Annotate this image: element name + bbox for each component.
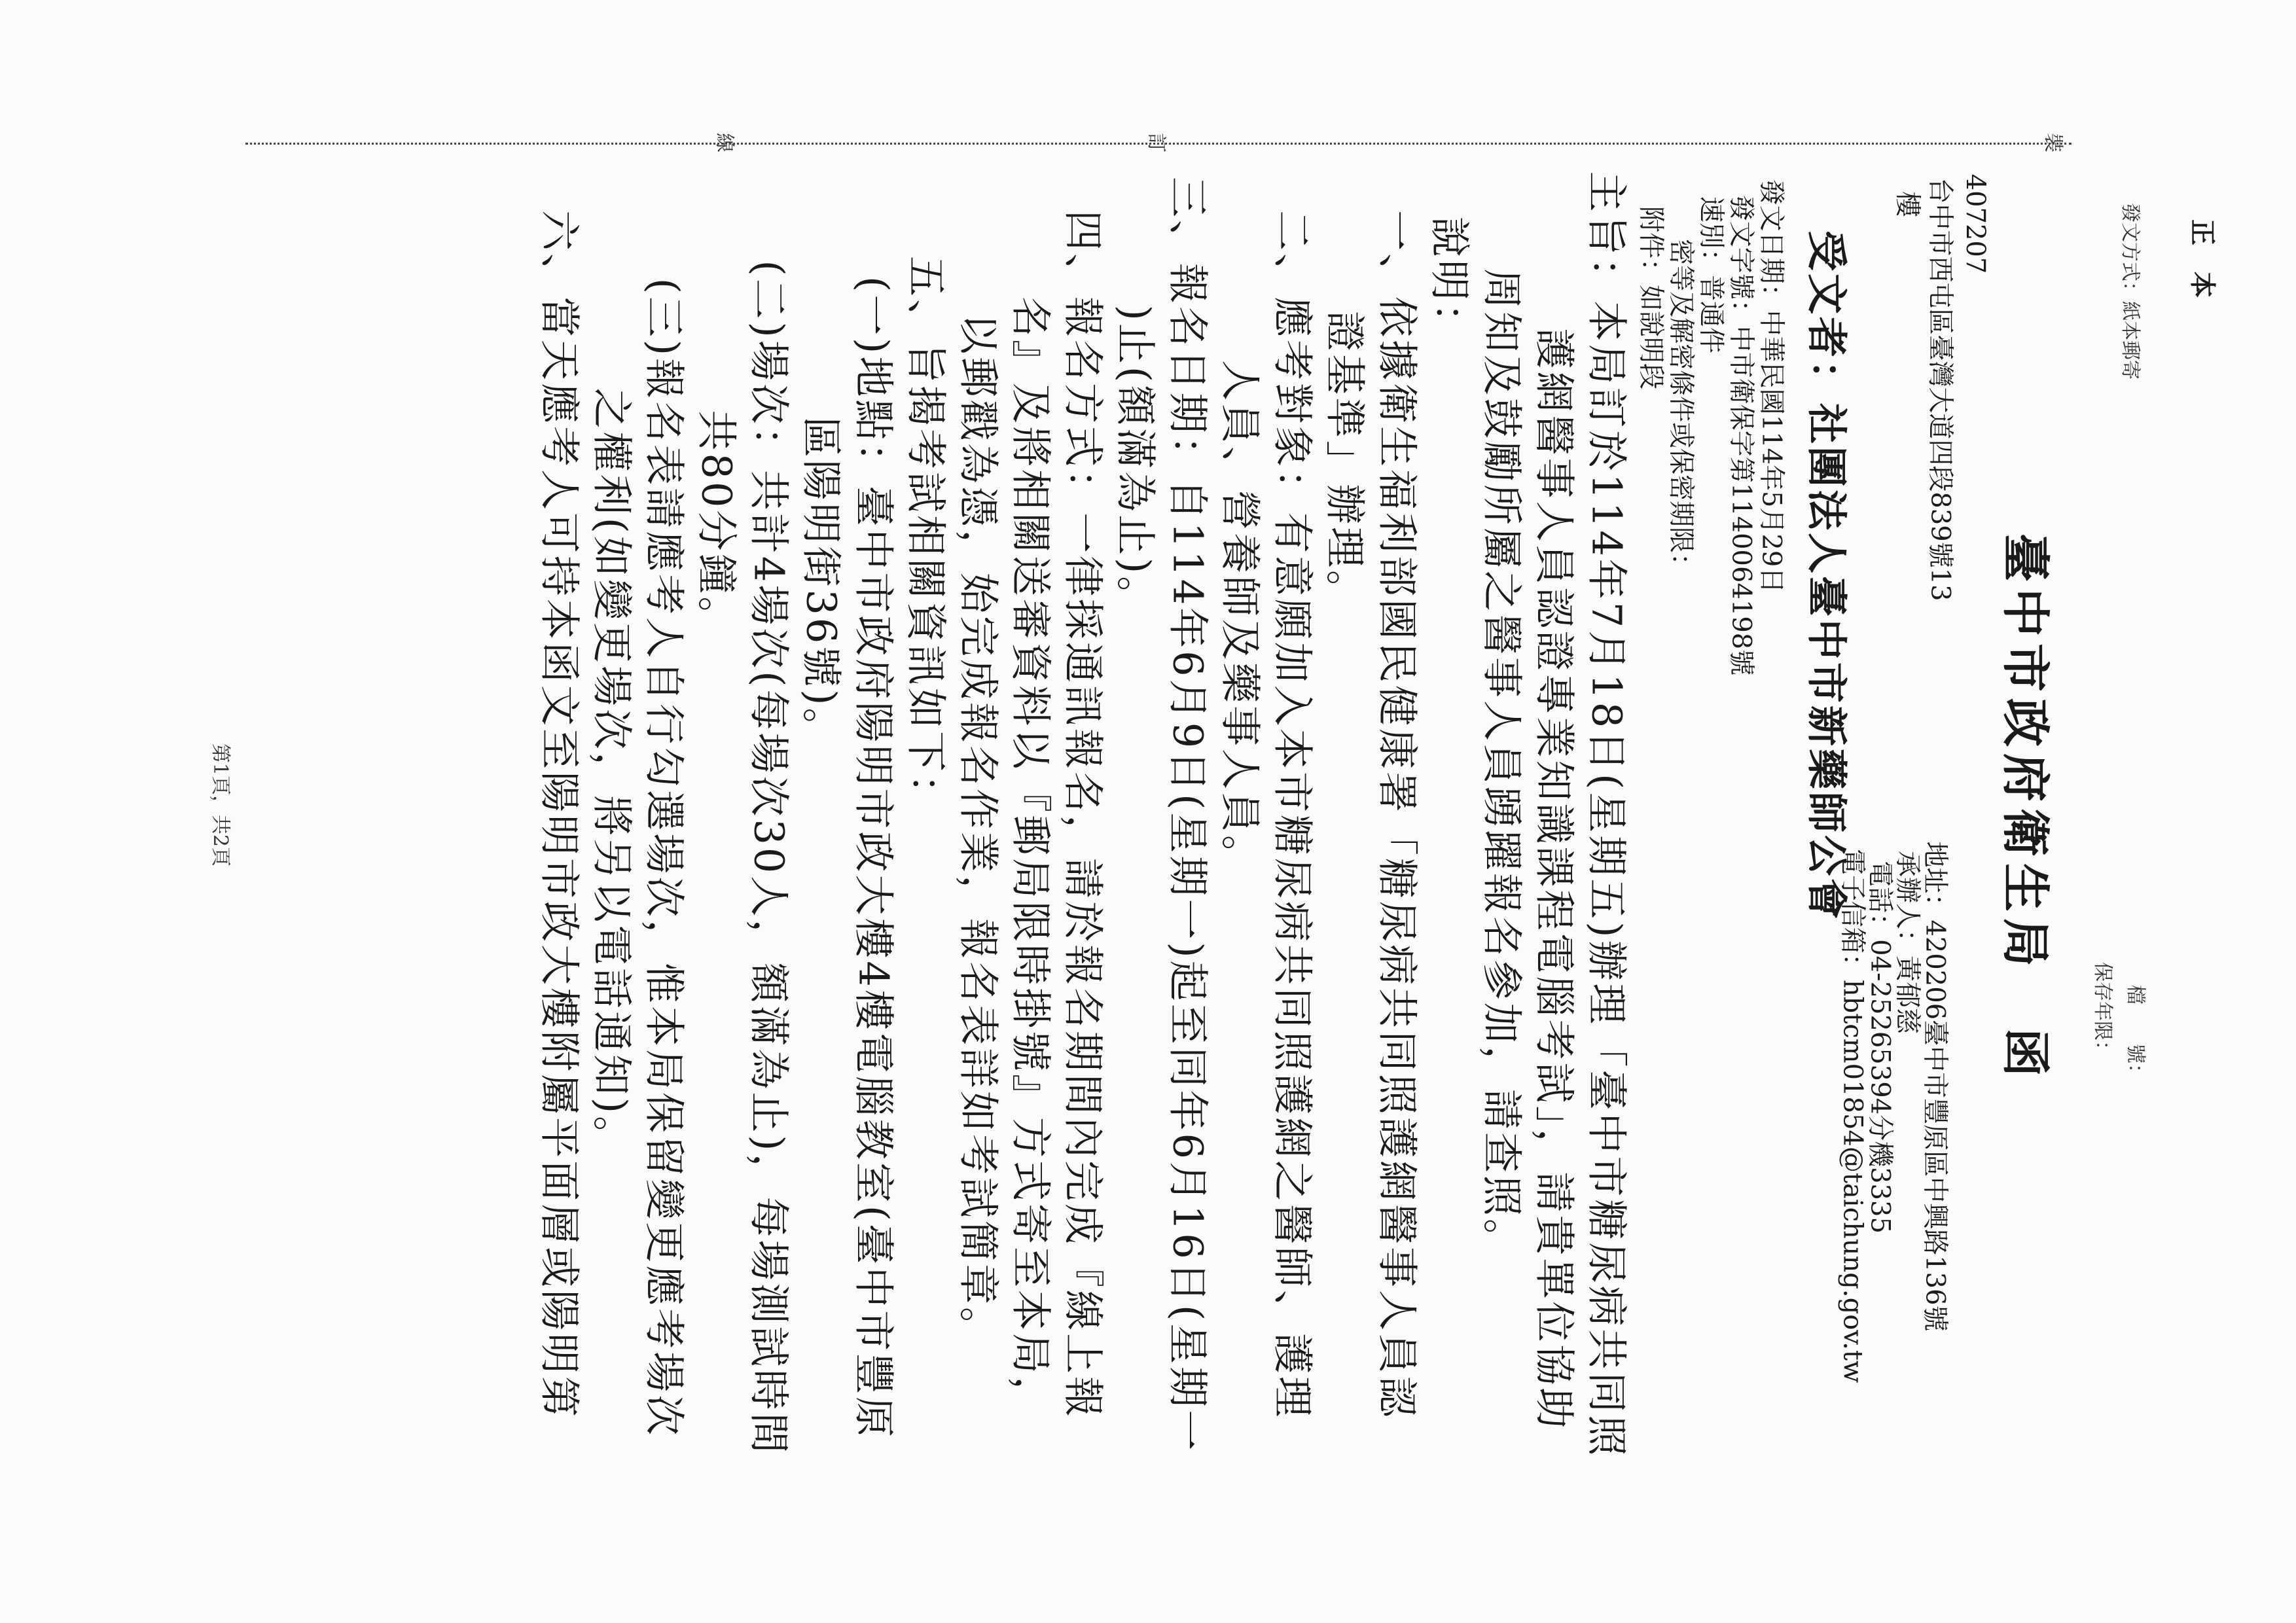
body-line-3: 二、應考對象：有意願加入本市糖尿病共同照護網之醫師、護理 xyxy=(1268,209,1317,1420)
body-line-12: 區陽明街36號)。 xyxy=(797,243,846,751)
recipient-floor: 樓 xyxy=(1892,191,1923,217)
body-line-15: (三)報名表請應考人自行勾選場次，惟本局保留變更應考場次 xyxy=(640,191,689,1438)
body-line-10: 五、旨揭考試相關資訊如下： xyxy=(902,255,950,818)
sender-email: 電子信箱：hbtcm01854@taichung.gov.tw xyxy=(1837,848,1868,1383)
subject-line-1: 主旨：本局訂於114年7月18日(星期五)辦理「臺中市糖尿病共同照 xyxy=(1583,171,1631,1459)
binding-mark-zhuang: 裝 xyxy=(2041,133,2064,152)
body-line-16: 之權利(如變更場次，將另以電話通知)。 xyxy=(588,215,636,1160)
sender-address: 地址：420206臺中市豐原區中興路136號 xyxy=(1920,841,1950,1332)
secrecy-level: 密等及解密條件或保密期限： xyxy=(1666,239,1696,579)
attachment-note: 附件：如說明段 xyxy=(1636,206,1666,389)
recipient: 受文者：社團法人臺中市新藥師公會 xyxy=(1803,230,1851,922)
subject-line-3: 周知及鼓勵所屬之醫事人員踴躍報名參加，請查照。 xyxy=(1478,138,1526,1262)
binding-mark-xian: 線 xyxy=(713,133,736,152)
explanation-label: 說明： xyxy=(1426,216,1474,347)
body-line-8: 名』及將相關送審資料以『郵局限時掛號』方式寄至本局， xyxy=(1007,209,1055,1420)
file-number-label: 檔 號： xyxy=(2124,985,2147,1083)
subject-line-2: 護網醫事人員認證專業知識課程電腦考試」，請貴單位協助 xyxy=(1530,198,1579,1431)
body-line-17: 六、當天應考人可持本函文至陽明市政大樓附屬平面層或陽明第 xyxy=(535,209,584,1420)
body-line-5: 三、報名日期：自114年6月9日(星期一)起至同年6月16日(星期一 xyxy=(1164,176,1212,1454)
sender-contact: 承辦人：黃郁慈 xyxy=(1892,851,1923,1034)
body-line-9: 以郵戳為憑，始完成報名作業，報名表詳如考試簡章。 xyxy=(954,226,1003,1351)
recipient-address: 台中市西屯區臺灣大道四段839號13 xyxy=(1925,177,1956,601)
retention-label: 保存年限： xyxy=(2091,962,2114,1060)
send-date: 發文日期：中華民國114年5月29日 xyxy=(1756,179,1787,594)
body-line-1: 一、依據衛生福利部國民健康署「糖尿病共同照護網醫事人員認 xyxy=(1373,209,1422,1420)
page-number-footer: 第1頁，共2頁 xyxy=(209,743,232,867)
body-line-4: 人員、營養師及藥事人員。 xyxy=(1216,273,1265,879)
document-number: 發文字號：中市衛保字第1140064198號 xyxy=(1726,194,1757,676)
send-method: 發文方式：紙本郵寄 xyxy=(2119,203,2142,380)
sender-phone: 電話：04-25265394分機3335 xyxy=(1865,861,1895,1234)
original-copy-mark: 正本 xyxy=(2187,219,2218,324)
speed-level: 速別：普通件 xyxy=(1696,196,1727,353)
recipient-postal-code: 407207 xyxy=(1960,173,1990,274)
body-line-14: 共80分鐘。 xyxy=(692,237,741,640)
body-line-6: )止(額滿為止)。 xyxy=(1111,218,1160,620)
body-line-7: 四、報名方式：一律採通訊報名，請於報名期間內完成『線上報 xyxy=(1059,209,1107,1420)
document-title: 臺中市政府衛生局 函 xyxy=(1997,533,2053,1083)
binding-mark-ding: 訂 xyxy=(1145,133,1168,152)
body-line-2: 證基準」辦理。 xyxy=(1321,224,1369,614)
body-line-11: (一)地點：臺中市政府陽明市政大樓4樓電腦教室(臺中市豐原 xyxy=(850,189,898,1440)
body-line-13: (二)場次：共計4場次(每場次30人，額滿為止)，每場測試時間 xyxy=(745,173,793,1456)
